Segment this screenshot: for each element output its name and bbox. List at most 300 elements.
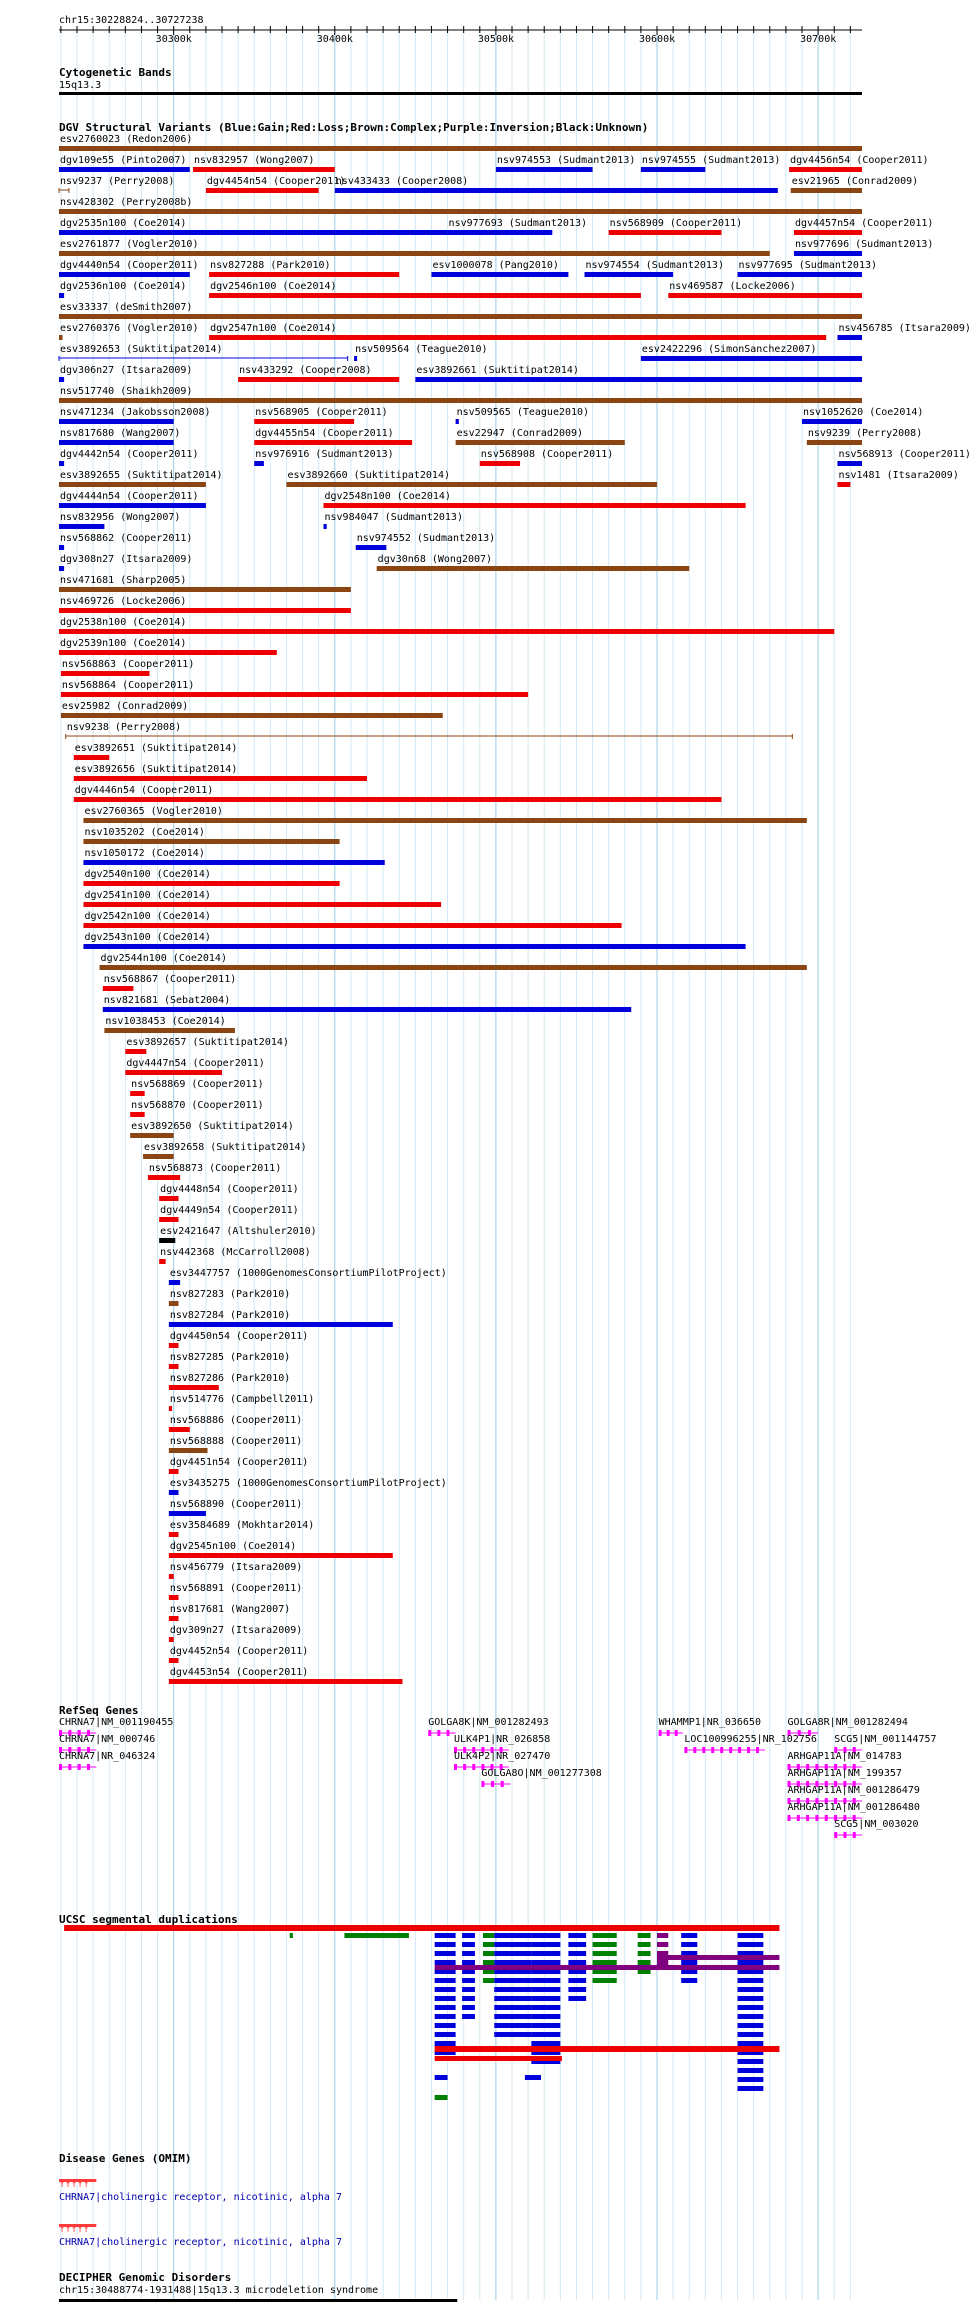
dgv-feature-label[interactable]: nsv832956 (Wong2007) [60, 512, 181, 523]
dgv-feature-label[interactable]: nsv428302 (Perry2008b) [60, 197, 193, 208]
segdup-block [435, 1960, 456, 1965]
dgv-feature-label[interactable]: esv3447757 (1000GenomesConsortiumPilotProject) [169, 1268, 447, 1279]
dgv-feature-label[interactable]: dgv4440n54 (Cooper2011) [60, 260, 199, 271]
dgv-feature-label[interactable]: dgv2539n100 (Coe2014) [60, 638, 187, 649]
dgv-feature-bar [791, 188, 862, 193]
dgv-feature-label[interactable]: esv3892660 (Suktitipat2014) [287, 470, 450, 481]
dgv-feature-label[interactable]: dgv30n68 (Wong2007) [377, 554, 493, 565]
dgv-feature-label[interactable]: nsv568913 (Cooper2011) [838, 449, 971, 460]
segdup-block [494, 1933, 531, 1938]
omim-track-title[interactable]: Disease Genes (OMIM) [59, 2152, 192, 2165]
dgv-feature-bar [807, 440, 862, 445]
dgv-feature-bar [794, 230, 862, 235]
dgv-feature-label[interactable]: esv2760023 (Redon2006) [60, 134, 193, 145]
dgv-feature-bar [59, 167, 190, 172]
dgv-feature-bar [83, 902, 441, 907]
dgv-feature-label[interactable]: dgv2548n100 (Coe2014) [324, 491, 451, 502]
segdup-block [531, 2005, 560, 2010]
dgv-feature-label[interactable]: esv3892656 (Suktitipat2014) [74, 764, 238, 775]
segdup-block [657, 1933, 668, 1938]
dgv-feature-bar [159, 1196, 178, 1201]
dgv-feature-label[interactable]: dgv2544n100 (Coe2014) [100, 953, 227, 964]
dgv-feature-bar [169, 1616, 179, 1621]
segdup-block [435, 2046, 780, 2052]
dgv-feature-label[interactable]: esv2421647 (Altshuler2010) [160, 1226, 317, 1237]
dgv-feature-bar [59, 209, 862, 214]
refseq-exon [463, 1764, 466, 1770]
segdup-block [681, 1978, 697, 1983]
refseq-gene-label[interactable]: CHRNA7|NM_000746 [59, 1734, 156, 1745]
segdup-block [531, 1960, 560, 1965]
segdup-block [568, 1960, 586, 1965]
dgv-feature-bar [415, 377, 862, 382]
dgv-feature-label[interactable]: nsv471234 (Jakobsson2008) [60, 407, 211, 418]
dgv-feature-label[interactable]: dgv4448n54 (Cooper2011) [160, 1184, 299, 1195]
dgv-feature-label[interactable]: dgv308n27 (Itsara2009) [60, 554, 193, 565]
segdup-block [738, 1987, 764, 1992]
dgv-feature-bar [206, 188, 319, 193]
segdup-block [593, 1942, 617, 1947]
dgv-feature-bar [143, 1154, 174, 1159]
segdup-block [593, 1960, 617, 1965]
dgv-feature-label[interactable]: nsv456779 (Itsara2009) [169, 1562, 303, 1573]
dgv-feature-label[interactable]: esv3892661 (Suktitipat2014) [416, 365, 579, 376]
dgv-feature-label[interactable]: dgv309n27 (Itsara2009) [169, 1625, 303, 1636]
dgv-feature-label[interactable]: nsv568863 (Cooper2011) [61, 659, 195, 670]
dgv-feature-bar [254, 419, 354, 424]
segdup-block [531, 1978, 560, 1983]
dgv-feature-label[interactable]: nsv976916 (Sudmant2013) [255, 449, 394, 460]
segdup-block [435, 1996, 456, 2001]
segdup-block [462, 1960, 475, 1965]
dgv-feature-bar [254, 461, 264, 466]
dgv-feature-label[interactable]: nsv827285 (Park2010) [169, 1352, 291, 1363]
refseq-gene-label[interactable]: GOLGA8K|NM_001282493 [428, 1717, 549, 1728]
dgv-feature-label[interactable]: nsv433433 (Cooper2008) [335, 176, 469, 187]
dgv-feature-bar [254, 440, 412, 445]
segdup-block [494, 1996, 531, 2001]
dgv-feature-label[interactable]: nsv1050172 (Coe2014) [84, 848, 205, 859]
dgv-feature-label[interactable]: nsv977696 (Sudmant2013) [794, 239, 934, 250]
dgv-feature-bar [169, 1364, 179, 1369]
segdup-block [531, 2032, 560, 2037]
dgv-feature-label[interactable]: nsv568890 (Cooper2011) [169, 1499, 303, 1510]
dgv-track-title[interactable]: DGV Structural Variants (Blue:Gain;Red:Loss;Brown:Complex;Purple:Inversion;Black:Unknown) [59, 121, 649, 134]
refseq-track-title[interactable]: RefSeq Genes [59, 1704, 139, 1717]
dgv-feature-bar [59, 230, 448, 235]
dgv-feature-label[interactable]: nsv509564 (Teague2010) [355, 344, 488, 355]
dgv-feature-bar [324, 524, 327, 529]
dgv-feature-label[interactable]: dgv4454n54 (Cooper2011) [206, 176, 346, 187]
dgv-feature-label[interactable]: dgv2540n100 (Coe2014) [84, 869, 211, 880]
dgv-feature-label[interactable]: nsv9238 (Perry2008) [66, 722, 182, 733]
dgv-feature-label[interactable]: nsv817680 (Wang2007) [60, 428, 181, 439]
segdup-block [657, 1960, 668, 1965]
segdup-block [462, 1987, 475, 1992]
segdup-block [657, 1955, 779, 1960]
segdup-block [738, 2023, 764, 2028]
ruler-tick-label: 30400k [316, 34, 353, 45]
ruler-tick-label: 30700k [800, 34, 837, 45]
refseq-gene-label[interactable]: SCG5|NM_001144757 [834, 1734, 937, 1745]
segdup-block [494, 2023, 531, 2028]
segdup-track-title[interactable]: UCSC segmental duplications [59, 1913, 238, 1926]
segdup-block [568, 1933, 586, 1938]
segdup-block [593, 1978, 617, 1983]
dgv-feature-bar [125, 1070, 222, 1075]
refseq-gene-label[interactable]: ARHGAP11A|NM_001286480 [787, 1802, 920, 1813]
dgv-feature-label[interactable]: esv1000078 (Pang2010) [432, 260, 559, 271]
dgv-feature-label[interactable]: nsv832957 (Wong2007) [194, 155, 315, 166]
segdup-block [738, 2068, 764, 2073]
dgv-feature-label[interactable]: dgv2547n100 (Coe2014) [210, 323, 337, 334]
segdup-block [462, 1996, 475, 2001]
dgv-feature-bar [356, 545, 387, 550]
segdup-block [462, 1978, 475, 1983]
dgv-feature-bar [324, 503, 746, 508]
dgv-feature-bar [61, 692, 528, 697]
dgv-feature-bar [59, 146, 862, 151]
dgv-feature-label[interactable]: esv3892651 (Suktitipat2014) [74, 743, 238, 754]
segdup-block [494, 1987, 531, 1992]
dgv-feature-label[interactable]: nsv568867 (Cooper2011) [103, 974, 237, 985]
segdup-block [435, 1965, 780, 1970]
segdup-block [494, 1942, 531, 1947]
dgv-feature-bar [169, 1658, 179, 1663]
dgv-feature-label[interactable]: nsv1481 (Itsara2009) [838, 470, 959, 481]
dgv-feature-bar [59, 566, 64, 571]
dgv-feature-bar [377, 566, 690, 571]
dgv-feature-bar [738, 272, 862, 277]
dgv-feature-label[interactable]: nsv984047 (Sudmant2013) [324, 512, 463, 523]
dgv-feature-label[interactable]: dgv4453n54 (Cooper2011) [169, 1667, 309, 1678]
dgv-feature-bar [837, 461, 862, 466]
segdup-block [290, 1933, 293, 1938]
dgv-feature-label[interactable]: esv3584689 (Mokhtar2014) [169, 1520, 315, 1531]
dgv-feature-bar [448, 230, 553, 235]
decipher-feature-label[interactable]: chr15:30488774-1931488|15q13.3 microdeletion syndrome [59, 2285, 379, 2296]
dgv-feature-label[interactable]: nsv827283 (Park2010) [169, 1289, 291, 1300]
refseq-exon [472, 1764, 475, 1770]
refseq-gene-label[interactable]: CHRNA7|NR_046324 [59, 1751, 156, 1762]
dgv-feature-label[interactable]: dgv2536n100 (Coe2014) [60, 281, 187, 292]
refseq-exon [729, 1747, 732, 1753]
dgv-feature-label[interactable]: esv2422296 (SimonSanchez2007) [641, 344, 817, 355]
dgv-feature-bar [74, 755, 109, 760]
dgv-feature-label[interactable]: dgv4449n54 (Cooper2011) [160, 1205, 299, 1216]
dgv-feature-label[interactable]: nsv977695 (Sudmant2013) [738, 260, 878, 271]
dgv-feature-label[interactable]: nsv514776 (Campbell2011) [169, 1394, 315, 1405]
segdup-block [568, 1951, 586, 1956]
dgv-feature-label[interactable]: nsv568888 (Cooper2011) [169, 1436, 303, 1447]
refseq-exon [428, 1730, 431, 1736]
dgv-feature-bar [794, 251, 862, 256]
dgv-feature-label[interactable]: nsv568886 (Cooper2011) [169, 1415, 303, 1426]
dgv-feature-bar [238, 377, 399, 382]
dgv-feature-bar [456, 419, 459, 424]
dgv-feature-label[interactable]: dgv4456n54 (Cooper2011) [790, 155, 929, 166]
dgv-feature-bar [169, 1322, 393, 1327]
segdup-block [494, 2014, 531, 2019]
segdup-block [681, 1942, 697, 1947]
dgv-feature-label[interactable]: dgv4447n54 (Cooper2011) [126, 1058, 265, 1069]
dgv-feature-label[interactable]: nsv469726 (Locke2006) [60, 596, 187, 607]
dgv-feature-bar [169, 1469, 179, 1474]
omim-gene-glyph[interactable]: ↑↑↑↑↑ [59, 2179, 90, 2190]
dgv-feature-label[interactable]: dgv4442n54 (Cooper2011) [60, 449, 199, 460]
dgv-feature-label[interactable]: nsv1038453 (Coe2014) [105, 1016, 226, 1027]
segdup-block [525, 2075, 541, 2080]
dgv-feature-label[interactable]: dgv2535n100 (Coe2014) [60, 218, 187, 229]
refseq-exon [454, 1764, 457, 1770]
segdup-block [657, 1942, 668, 1947]
refseq-exon [59, 1764, 62, 1770]
dgv-feature-bar [100, 965, 807, 970]
dgv-feature-label[interactable]: esv3892657 (Suktitipat2014) [126, 1037, 289, 1048]
dgv-feature-bar [59, 650, 277, 655]
dgv-feature-label[interactable]: nsv827284 (Park2010) [169, 1310, 291, 1321]
dgv-feature-label[interactable]: esv3892650 (Suktitipat2014) [131, 1121, 294, 1132]
ruler-tick-label: 30300k [155, 34, 192, 45]
dgv-feature-label[interactable]: nsv827288 (Park2010) [210, 260, 331, 271]
dgv-feature-label[interactable]: esv3892653 (Suktitipat2014) [60, 344, 223, 355]
segdup-block [738, 2005, 764, 2010]
refseq-gene-label[interactable]: ARHGAP11A|NM_199357 [787, 1768, 902, 1779]
dgv-feature-bar [668, 293, 862, 298]
dgv-feature-label[interactable]: dgv2546n100 (Coe2014) [210, 281, 337, 292]
dgv-feature-label[interactable]: dgv4450n54 (Cooper2011) [169, 1331, 309, 1342]
segdup-block [435, 2032, 456, 2037]
dgv-feature-label[interactable]: nsv9239 (Perry2008) [807, 428, 923, 439]
refseq-exon [738, 1747, 741, 1753]
refseq-exon [693, 1747, 696, 1753]
dgv-feature-label[interactable]: dgv306n27 (Itsara2009) [60, 365, 193, 376]
dgv-feature-label[interactable]: dgv2545n100 (Coe2014) [169, 1541, 297, 1552]
dgv-feature-label[interactable]: nsv974555 (Sudmant2013) [641, 155, 781, 166]
dgv-feature-bar [159, 1259, 165, 1264]
segdup-block [483, 1933, 494, 1938]
dgv-feature-label[interactable]: nsv817681 (Wang2007) [169, 1604, 291, 1615]
refseq-gene-label[interactable]: ULK4P2|NR_027470 [454, 1751, 551, 1762]
dgv-feature-bar [169, 1490, 179, 1495]
dgv-feature-label[interactable]: esv33337 (deSmith2007) [60, 302, 193, 313]
dgv-feature-label[interactable]: esv3435275 (1000GenomesConsortiumPilotProject) [169, 1478, 447, 1489]
segdup-block [568, 1942, 586, 1947]
dgv-feature-label[interactable]: dgv4457n54 (Cooper2011) [794, 218, 934, 229]
refseq-exon [747, 1747, 750, 1753]
dgv-feature-bar [83, 860, 384, 865]
dgv-feature-bar [169, 1343, 179, 1348]
segdup-block [435, 2075, 448, 2080]
segdup-block [593, 1933, 617, 1938]
dgv-feature-bar [169, 1511, 206, 1516]
segdup-block [483, 1951, 494, 1956]
dgv-feature-bar [335, 188, 778, 193]
dgv-feature-label[interactable]: nsv974552 (Sudmant2013) [356, 533, 496, 544]
refseq-exon [843, 1832, 846, 1838]
segdup-block [435, 1942, 456, 1947]
omim-entry-1[interactable]: CHRNA7|cholinergic receptor, nicotinic, alpha 7 [59, 2192, 342, 2203]
dgv-feature-bar [169, 1301, 179, 1306]
dgv-feature-label[interactable]: nsv568873 (Cooper2011) [148, 1163, 282, 1174]
dgv-feature-label[interactable]: dgv2542n100 (Coe2014) [84, 911, 211, 922]
segdup-block [435, 2005, 456, 2010]
dgv-feature-label[interactable]: nsv471681 (Sharp2005) [60, 575, 187, 586]
dgv-feature-bar [148, 1175, 180, 1180]
segdup-block [435, 1978, 456, 1983]
segdup-block [483, 1942, 494, 1947]
dgv-feature-label[interactable]: nsv568870 (Cooper2011) [131, 1100, 264, 1111]
dgv-feature-bar [159, 1217, 178, 1222]
dgv-feature-label[interactable]: nsv568891 (Cooper2011) [169, 1583, 303, 1594]
refseq-gene-label[interactable]: GOLGA8O|NM_001277308 [481, 1768, 602, 1779]
ruler-tick-label: 30500k [477, 34, 515, 45]
dgv-feature-bar [59, 482, 206, 487]
dgv-feature-label[interactable]: nsv974553 (Sudmant2013) [496, 155, 636, 166]
segdup-block [681, 1933, 697, 1938]
omim-gene-glyph[interactable]: ↑↑↑↑↑ [59, 2224, 90, 2235]
dgv-feature-bar [169, 1574, 174, 1579]
segdup-block [568, 1978, 586, 1983]
dgv-feature-label[interactable]: nsv568905 (Cooper2011) [255, 407, 388, 418]
dgv-feature-bar [59, 419, 174, 424]
dgv-feature-bar [83, 881, 339, 886]
segdup-block [638, 1951, 651, 1956]
dgv-feature-label[interactable]: nsv974554 (Sudmant2013) [585, 260, 724, 271]
refseq-gene-label[interactable]: LOC100996255|NR_102756 [684, 1734, 817, 1745]
dgv-feature-label[interactable]: nsv1035202 (Coe2014) [84, 827, 205, 838]
dgv-feature-bar [209, 335, 826, 340]
segdup-block [435, 1987, 456, 1992]
dgv-feature-bar [169, 1553, 393, 1558]
dgv-feature-label[interactable]: nsv9237 (Perry2008) [60, 176, 175, 187]
dgv-feature-label[interactable]: nsv456785 (Itsara2009) [838, 323, 971, 334]
dgv-feature-label[interactable]: dgv4452n54 (Cooper2011) [169, 1646, 309, 1657]
dgv-feature-bar [59, 251, 770, 256]
segdup-block [531, 1996, 560, 2001]
segdup-block [738, 2059, 764, 2064]
dgv-feature-label[interactable]: dgv2541n100 (Coe2014) [84, 890, 211, 901]
segdup-block [738, 2077, 764, 2082]
dgv-feature-bar [193, 167, 335, 172]
dgv-feature-label[interactable]: esv3892655 (Suktitipat2014) [60, 470, 223, 481]
omim-entry-2[interactable]: CHRNA7|cholinergic receptor, nicotinic, alpha 7 [59, 2237, 342, 2248]
segdup-block [494, 1951, 531, 1956]
segdup-block [531, 1987, 560, 1992]
segdup-block [483, 1978, 494, 1983]
dgv-feature-label[interactable]: nsv568862 (Cooper2011) [60, 533, 193, 544]
segdup-block [435, 1933, 456, 1938]
dgv-feature-label[interactable]: dgv109e55 (Pinto2007) [60, 155, 187, 166]
refseq-gene-label[interactable]: GOLGA8R|NM_001282494 [787, 1717, 908, 1728]
dgv-feature-bar [209, 293, 641, 298]
dgv-feature-label[interactable]: esv21965 (Conrad2009) [791, 176, 919, 187]
decipher-track-title[interactable]: DECIPHER Genomic Disorders [59, 2271, 232, 2284]
dgv-feature-label[interactable]: esv22947 (Conrad2009) [456, 428, 584, 439]
dgv-feature-label[interactable]: nsv977693 (Sudmant2013) [448, 218, 588, 229]
dgv-feature-bar [59, 545, 64, 550]
dgv-feature-bar [59, 398, 862, 403]
dgv-feature-bar [59, 335, 63, 340]
segdup-block [531, 2041, 560, 2046]
dgv-feature-label[interactable]: esv25982 (Conrad2009) [61, 701, 189, 712]
refseq-gene-label[interactable]: ARHGAP11A|NM_014783 [787, 1751, 902, 1762]
refseq-exon [853, 1832, 856, 1838]
dgv-feature-label[interactable]: nsv1052620 (Coe2014) [803, 407, 924, 418]
dgv-feature-label[interactable]: nsv568864 (Cooper2011) [61, 680, 195, 691]
dgv-feature-label[interactable]: nsv568869 (Cooper2011) [131, 1079, 264, 1090]
dgv-feature-bar [209, 272, 399, 277]
dgv-feature-label[interactable]: nsv568909 (Cooper2011) [609, 218, 743, 229]
dgv-feature-bar [169, 1679, 403, 1684]
dgv-feature-label[interactable]: nsv433292 (Cooper2008) [239, 365, 372, 376]
dgv-feature-bar [74, 776, 367, 781]
dgv-feature-label[interactable]: nsv509565 (Teague2010) [456, 407, 590, 418]
segdup-block [738, 1942, 764, 1947]
dgv-feature-bar [59, 293, 64, 298]
dgv-feature-bar [169, 1532, 179, 1537]
dgv-feature-bar [159, 1238, 175, 1243]
refseq-exon [711, 1747, 714, 1753]
segdup-block [738, 2086, 764, 2091]
segdup-block [593, 1951, 617, 1956]
dgv-feature-bar [59, 524, 104, 529]
refseq-gene-label[interactable]: WHAMMP1|NR_036650 [658, 1717, 761, 1728]
segdup-block [494, 2005, 531, 2010]
cytogenetic-track-title[interactable]: Cytogenetic Bands [59, 66, 172, 79]
segdup-block [435, 2041, 456, 2046]
segdup-block [638, 1960, 651, 1965]
dgv-feature-label[interactable]: dgv4455n54 (Cooper2011) [255, 428, 394, 439]
dgv-feature-bar [456, 440, 625, 445]
segdup-block [681, 1960, 697, 1965]
dgv-feature-label[interactable]: esv2760365 (Vogler2010) [84, 806, 223, 817]
segdup-block [344, 1933, 408, 1938]
dgv-feature-bar [169, 1427, 190, 1432]
dgv-feature-label[interactable]: nsv827286 (Park2010) [169, 1373, 291, 1384]
dgv-feature-label[interactable]: dgv2543n100 (Coe2014) [84, 932, 211, 943]
dgv-feature-label[interactable]: nsv517740 (Shaikh2009) [60, 386, 193, 397]
segdup-block [531, 2023, 560, 2028]
decipher-feature-bar [59, 2299, 457, 2302]
dgv-feature-bar [83, 923, 621, 928]
segdup-block [738, 2041, 764, 2046]
refseq-gene-label[interactable]: CHRNA7|NM_001190455 [59, 1717, 174, 1728]
refseq-gene-label[interactable]: SCG5|NM_003020 [834, 1819, 919, 1830]
dgv-feature-label[interactable]: dgv2538n100 (Coe2014) [60, 617, 187, 628]
dgv-feature-label[interactable]: esv2760376 (Vogler2010) [60, 323, 199, 334]
dgv-feature-label[interactable]: nsv442368 (McCarroll2008) [160, 1247, 311, 1258]
dgv-feature-label[interactable]: esv3892658 (Suktitipat2014) [144, 1142, 307, 1153]
dgv-feature-label[interactable]: dgv4444n54 (Cooper2011) [60, 491, 199, 502]
dgv-feature-label[interactable]: nsv469587 (Locke2006) [669, 281, 796, 292]
dgv-feature-label[interactable]: dgv4446n54 (Cooper2011) [74, 785, 214, 796]
coordinate-readout: chr15:30228824..30727238 [59, 15, 204, 26]
dgv-feature-bar [130, 1112, 145, 1117]
dgv-feature-label[interactable]: nsv821681 (Sebat2004) [103, 995, 231, 1006]
dgv-feature-bar [286, 482, 657, 487]
dgv-feature-label[interactable]: nsv568908 (Cooper2011) [480, 449, 614, 460]
refseq-exon [501, 1781, 504, 1787]
dgv-feature-bar [496, 167, 593, 172]
refseq-gene-label[interactable]: ULK4P1|NR_026858 [454, 1734, 551, 1745]
segdup-block [738, 2014, 764, 2019]
dgv-feature-label[interactable]: dgv4451n54 (Cooper2011) [169, 1457, 309, 1468]
refseq-exon [806, 1815, 809, 1821]
refseq-exon [702, 1747, 705, 1753]
refseq-gene-label[interactable]: ARHGAP11A|NM_001286479 [787, 1785, 920, 1796]
dgv-feature-label[interactable]: esv2761877 (Vogler2010) [60, 239, 199, 250]
